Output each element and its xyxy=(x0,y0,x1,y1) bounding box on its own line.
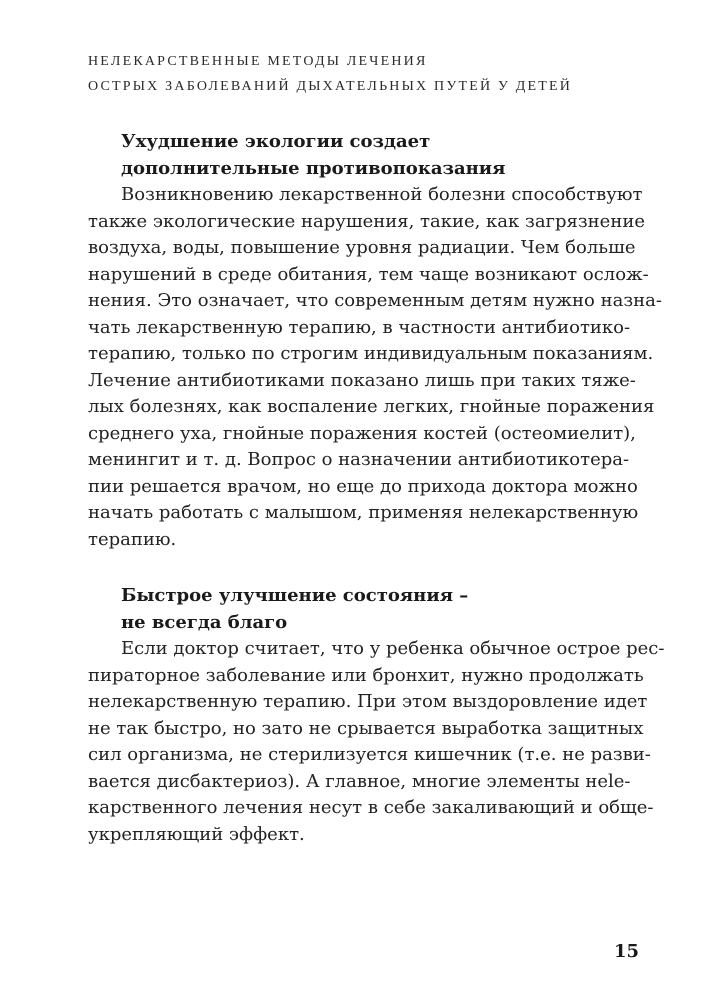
body-line: начать работать с малышом, применяя нелекарственную xyxy=(88,502,639,523)
running-header-line-1: НЕЛЕКАРСТВЕННЫЕ МЕТОДЫ ЛЕЧЕНИЯ xyxy=(88,54,428,69)
page-number: 15 xyxy=(613,941,639,962)
body-line: нарушений в среде обитания, тем чаще возникают ослож- xyxy=(88,263,649,285)
body-line: лых болезнях, как воспаление легких, гнойные поражения xyxy=(88,396,655,417)
body-line: терапию, только по строгим индивидуальным показаниям. xyxy=(88,343,654,364)
running-header-line-2: ОСТРЫХ ЗАБОЛЕВАНИЙ ДЫХАТЕЛЬНЫХ ПУТЕЙ У ДЕТЕЙ xyxy=(88,79,573,94)
body-line: терапию. xyxy=(88,528,177,550)
body-line: пираторное заболевание или бронхит, нужно продолжать xyxy=(88,664,644,686)
body-line: также экологические нарушения, такие, как загрязнение xyxy=(88,210,645,232)
body-line: чать лекарственную терапию, в частности антибиотико- xyxy=(88,316,631,338)
section-title-line: Ухудшение экологии создает xyxy=(121,131,431,152)
body-line: не так быстро, но зато не срывается выработка защитных xyxy=(88,717,644,739)
body-line: менингит и т. д. Вопрос о назначении антибиотикотера- xyxy=(88,449,630,470)
body-line: укрепляющий эффект. xyxy=(88,823,305,845)
body-line: вается дисбактериоз). А главное, многие элементы нele- xyxy=(88,770,631,792)
section-title-line: не всегда благо xyxy=(121,611,288,633)
body-line: Если доктор считает, что у ребенка обычное острое рес- xyxy=(121,638,665,659)
running-header xyxy=(88,49,648,99)
section-title-line: Быстрое улучшение состояния – xyxy=(121,585,469,606)
body-line: сил организма, не стерилизуется кишечник (т.е. не разви- xyxy=(88,744,651,765)
page-content xyxy=(88,129,665,848)
section-title-fast-improvement xyxy=(88,583,643,636)
section-title-line: дополнительные противопоказания xyxy=(121,157,506,179)
body-line: воздуха, воды, повышение уровня радиации. Чем больше xyxy=(88,237,636,258)
body-line: пии решается врачом, но еще до прихода доктора можно xyxy=(88,475,638,497)
section-spacer xyxy=(88,553,643,583)
body-line: Лечение антибиотиками показано лишь при таких тяже- xyxy=(88,369,636,391)
body-line: нения. Это означает, что современным детям нужно назна- xyxy=(88,290,662,311)
body-line: карственного лечения несут в себе закаливающий и обще- xyxy=(88,797,654,818)
body-line: Возникновению лекарственной болезни способствуют xyxy=(121,184,643,205)
section-body-fast-improvement xyxy=(88,636,665,848)
body-line: среднего уха, гнойные поражения костей (остеомиелит), xyxy=(88,422,636,444)
body-line: нелекарственную терапию. При этом выздоровление идет xyxy=(88,691,648,712)
section-title-ecology xyxy=(88,129,643,182)
section-body-ecology xyxy=(88,182,662,553)
